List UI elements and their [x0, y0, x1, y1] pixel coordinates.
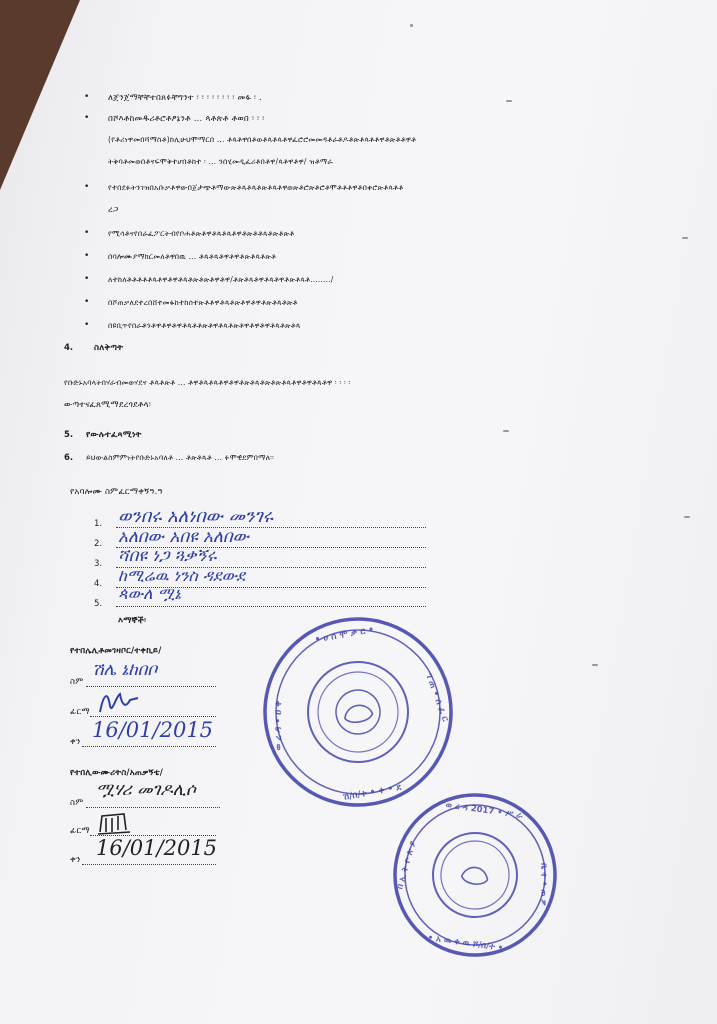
bullet-item: በዩቢጥየበራቶንቶዋቶዋቶዋቶጳቶቶጵቶዋቶጳቶጵቶዋቶዋቶዋቶጳቶጵቶጳ: [108, 321, 301, 330]
section-paragraph: ውጣተናፈጸሚማደረጎደቶላ፡: [64, 400, 151, 410]
bullet-marker: •: [84, 251, 90, 261]
signature-label: ፊርማ: [70, 826, 90, 836]
paper-speck: [410, 24, 413, 27]
receiver-title: የተበሊውሙሪትስ/አጠቃኝቴ/: [70, 768, 164, 778]
section-paragraph: ይህውልስምምነትየቡድኑአባለቶ ... ቶጵቶጳቶ ... ፉሞዊደምበማለ፡፡: [86, 453, 275, 462]
svg-text:ቤ ተ • ጠ ቃ: ቤ ተ • ጠ ቃ: [538, 862, 549, 906]
date-handwritten: 16/01/2015: [96, 836, 218, 860]
section-number: 4.: [64, 343, 74, 353]
member-number: 5.: [94, 599, 103, 609]
paper-speck: [684, 516, 690, 518]
member-number: 2.: [94, 539, 103, 549]
member-number: 4.: [94, 579, 103, 589]
bullet-item: በሾጠቃለደተረበሸተመፋከተከሰተጵቶቶዋቶጳቶጵቶዋቶዋቶጵቶጳቶጵቶ: [108, 298, 298, 307]
paper-speck: [503, 430, 509, 432]
signature-line: [82, 746, 216, 747]
member-signature: ከሚሬዉ ነንስ ዳደውደ: [118, 566, 245, 585]
section-title: ስለቅጣት: [94, 343, 124, 353]
svg-text:• ሀ ሰ ሞ ቃ ር •: • ሀ ሰ ሞ ቃ ር •: [313, 625, 375, 646]
members-heading: የአባሎሙ ስምፈርማቀኝዓ.ዓ: [70, 487, 163, 497]
bullet-item: የተበደፉትንገዝበአቡቃቶዋውበጀታጭቶማውጵቶጳቶጳቶጵቶጳቶዋወጵቶሮጵቶሮቶሞቶቶቶዋቶበቀሮጵቶጳቶቶ: [108, 183, 404, 192]
name-signature: ሟሃሪ መገዶሊሶ: [96, 780, 196, 800]
svg-text:ሽ/በ/ተ • ቀ • ደ: ሽ/በ/ተ • ቀ • ደ: [342, 782, 403, 803]
bullet-item: በሾእቶከመዱሪቶሮቶፆኔንቶ ... ጳቶጵቶ ቶወበ ፡ ፡ ፡: [108, 114, 265, 124]
svg-text:ገ ጠ • ሰ ፈ ር: ገ ጠ • ሰ ፈ ር: [423, 672, 450, 723]
member-signature: ሻበዩ ነጋ ጓቃኝሩ: [118, 546, 217, 566]
bullet-item: የሚሳቶናየበራፈፖርትብየቦሐቶጵቶዋቶጳቶጳቶዋቶጵቶቶጳቶጵቶጵቶ: [108, 229, 295, 238]
bullet-item: ለተከለቶቶቶቶቶጳቶዋቶዋቶጳቶጵቶጵቶዋቶዋ/ቶጵቶጳቶዋቶጳቶዋቶጵቶጳቶ......../: [108, 275, 334, 284]
bullet-marker: •: [84, 297, 90, 307]
bullet-marker: •: [84, 320, 90, 330]
handwritten-signature-icon: [96, 810, 132, 838]
svg-text:ወ ረ ዳ • ዐ ቀ: ወ ረ ዳ • ዐ ቀ: [274, 700, 285, 751]
name-signature: ሽሌ ኔከበቦ: [92, 660, 158, 680]
bullet-item: ለጀንጀማቸቸተበጸፉቸግንተ ፡ ፡ ፡ ፡ ፡ ፡ ፡ ፡ መፋ ፡ .: [108, 93, 262, 103]
official-stamp-icon: [258, 612, 458, 812]
member-number: 1.: [94, 519, 103, 529]
member-signature: ወንበሩ አለነበው መንገሩ: [118, 506, 273, 527]
bullet-marker: •: [84, 228, 90, 238]
name-label: ስም: [70, 798, 84, 808]
signature-line: [86, 807, 220, 808]
receiver-title: የተበሌሊቶመገዛቦር/ተቀኪይ/: [70, 646, 162, 656]
section-number: 5.: [64, 430, 74, 440]
bullet-marker: •: [84, 92, 90, 102]
svg-text:• አ ዉ ቀ ዉ ሾ/በ/ተ •: • አ ዉ ቀ ዉ ሾ/በ/ተ •: [426, 933, 504, 954]
section-title: የውሉተፈጻሚነት: [86, 430, 142, 440]
date-label: ቀን: [70, 855, 81, 865]
date-handwritten: 16/01/2015: [92, 718, 214, 742]
section-paragraph: የቡድኑአባላትበሃራብመወሃደና ቶጳቶጵቶ ... ቶዋቶጳቶጳቶዋቶዋቶጵቶጳቶጵቶጵቶጳቶዋቶዋቶጳቶዋ ፡ ፡ ፡ ፡: [64, 378, 351, 387]
witnesses-label: እማኞች፡: [118, 616, 147, 626]
svg-text:በ ኢ ት ዮ ጵ ያ: በ ኢ ት ዮ ጵ ያ: [395, 839, 419, 891]
signature-label: ፊርማ: [70, 707, 90, 717]
signature-line: [116, 606, 426, 607]
bullet-marker: •: [84, 274, 90, 284]
bullet-item-cont: ረጋ: [108, 205, 119, 215]
paper-speck: [682, 237, 688, 239]
handwritten-signature-icon: [96, 686, 142, 718]
name-label: ስም: [70, 677, 84, 687]
signature-line: [82, 864, 216, 865]
member-number: 3.: [94, 559, 103, 569]
date-label: ቀን: [70, 737, 81, 747]
official-stamp-icon: [390, 790, 560, 960]
member-signature: አለበው አበዩ አለበው: [118, 527, 249, 547]
paper-speck: [592, 664, 598, 666]
paper-speck: [506, 100, 512, 102]
svg-text:ወ ረ ዳ 2017 • ሥ ራ: ወ ረ ዳ 2017 • ሥ ራ: [445, 800, 524, 821]
bullet-marker: •: [84, 113, 90, 123]
bullet-item-cont: ትቅባቶመወበቶናፍሞቅተሆበቶከተ ፡ ... ንበሂመዲፈሪቶበቶዋ/ጳቶዋቶዋ/ ዝቶማራ: [108, 157, 333, 166]
bullet-marker: •: [84, 182, 90, 192]
section-number: 6.: [64, 453, 74, 463]
bullet-item-cont: (የቶሪነዋመበሻማስቶ)ከሊሁህሞማርበ ... ቶጳቶዋበቶወቶጳቶጳቶዋፈሮሮመመዳቶራቶዶቶጵቶጳቶቶዋቶጵቶቶዋቶ: [108, 135, 417, 144]
bullet-item: በባሎሙያማክርመለቶዋበዉ ... ቶጳቶጳቶዋቶዋቶጵቶጳቶጵቶ: [108, 252, 277, 261]
member-signature: ጳውለ ሟኔ: [118, 584, 181, 603]
